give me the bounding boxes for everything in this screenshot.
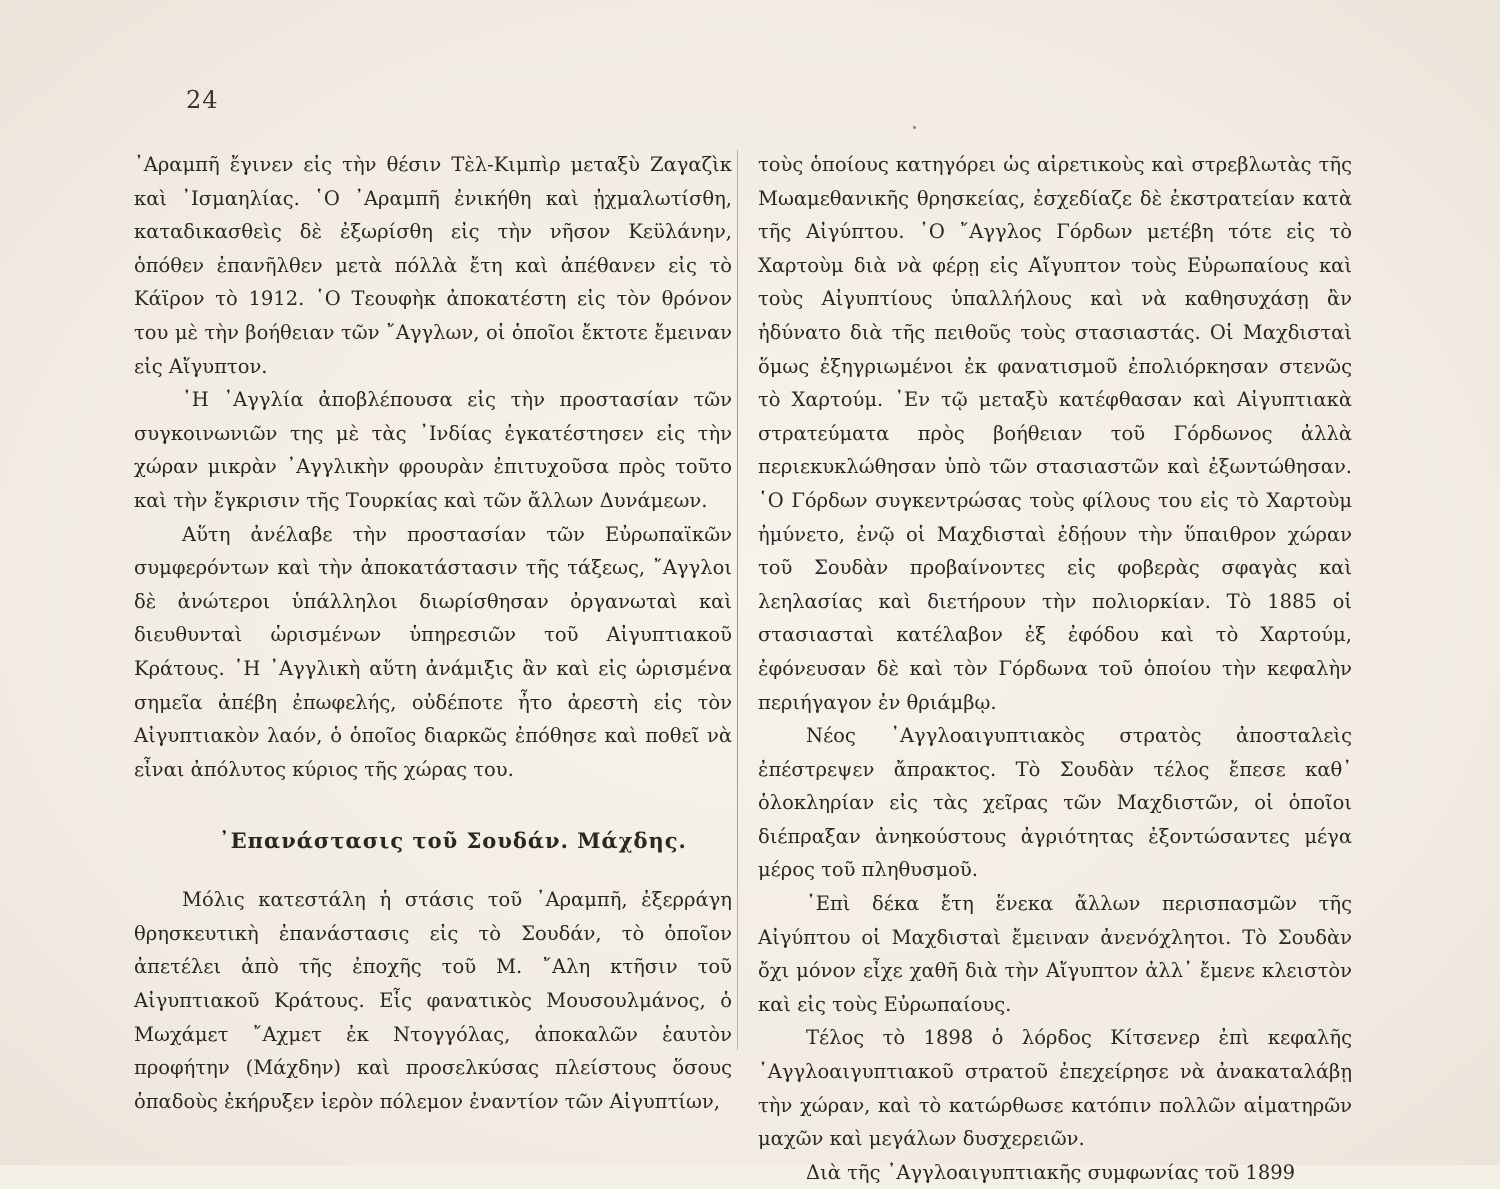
right-paragraph-4: Τέλος τὸ 1898 ὁ λόρδος Κίτσενερ ἐπὶ κεφαλῆς ᾿Αγγλοαιγυπτιακοῦ στρατοῦ ἐπεχείρησε νὰ ἀνακαταλάβῃ τὴν χώραν, καὶ τὸ κατώρθωσε κατόπιν πολλῶν αἱματηρῶν μαχῶν καὶ μεγάλων δυσχερειῶν.	[758, 1026, 1352, 1151]
left-paragraph-1: ᾿Αραμπῆ ἔγινεν εἰς τὴν θέσιν Τὲλ-Κιμπὶρ μεταξὺ Ζαγαζὶκ καὶ ᾿Ισμαηλίας. ῾Ο ᾿Αραμπῆ ἐνικήθη καὶ ᾐχμαλωτίσθη, καταδικασθεὶς δὲ ἐξωρίσθη εἰς τὴν νῆσον Κεϋλάνην, ὁπόθεν ἐπανῆλθεν μετὰ πόλλὰ ἔτη καὶ ἀπέθανεν εἰς τὸ Κάϊρον τὸ 1912. ῾Ο Τεουφὴκ ἀποκατέστη εἰς τὸν θρόνον του μὲ τὴν βοήθειαν τῶν ῎Αγγλων, οἱ ὁποῖοι ἔκτοτε ἔμειναν εἰς Αἴγυπτον.	[134, 153, 732, 378]
ink-speck	[913, 126, 916, 129]
right-paragraph-5: Διὰ τῆς ᾿Αγγλοαιγυπτιακῆς συμφωνίας τοῦ 1899	[806, 1160, 1296, 1184]
left-column	[134, 148, 732, 1118]
right-paragraph-1: τοὺς ὁποίους κατηγόρει ὡς αἱρετικοὺς καὶ στρεβλωτὰς τῆς Μωαμεθανικῆς θρησκείας, ἐσχεδίαζε δὲ ἐκστρατείαν κατὰ τῆς Αἰγύπτου. ῾Ο ῎Αγγλος Γόρδων μετέβη τότε εἰς τὸ Χαρτοὺμ διὰ νὰ φέρῃ εἰς Αἴγυπτον τοὺς Εὐρωπαίους καὶ τοὺς Αἰγυπτίους ὑπαλλήλους καὶ νὰ καθησυχάσῃ ἂν ἠδύνατο διὰ τῆς πειθοῦς τοὺς στασιαστάς. Οἱ Μαχδισταὶ ὅμως ἐξηγριωμένοι ἐκ φανατισμοῦ ἐπολιόρκησαν στενῶς τὸ Χαρτούμ. ᾿Εν τῷ μεταξὺ κατέφθασαν καὶ Αἰγυπτιακὰ στρατεύματα πρὸς βοήθειαν τοῦ Γόρδωνος ἀλλὰ περιεκυκλώθησαν ὑπὸ τῶν στασιαστῶν καὶ ἐξωντώθησαν. ῾Ο Γόρδων συγκεντρώσας τοὺς φίλους του εἰς τὸ Χαρτοὺμ ἠμύνετο, ἐνῷ οἱ Μαχδισταὶ ἐδῄουν τὴν ὕπαιθρον χώραν τοῦ Σουδὰν προβαίνοντες εἰς φοβερὰς σφαγὰς καὶ λεηλασίας καὶ διετήρουν τὴν πολιορκίαν. Τὸ 1885 οἱ στασιασταὶ κατέλαβον ἐξ ἐφόδου καὶ τὸ Χαρτούμ, ἐφόνευσαν δὲ καὶ τὸν Γόρδωνα τοῦ ὁποίου τὴν κεφαλὴν περιήγαγον ἐν θριάμβῳ.	[758, 153, 1352, 714]
column-divider	[737, 150, 738, 1050]
page-number: 24	[186, 86, 219, 114]
left-paragraph-4: Μόλις κατεστάλη ἡ στάσις τοῦ ᾿Αραμπῆ, ἐξερράγη θρησκευτικὴ ἐπανάστασις εἰς τὸ Σουδάν, τὸ ὁποῖον ἀπετέλει ἀπὸ τῆς ἐποχῆς τοῦ Μ. ῎Αλη κτῆσιν τοῦ Αἰγυπτιακοῦ Κράτους. Εἷς φανατικὸς Μουσουλμάνος, ὁ Μωχάμετ ῎Αχμετ ἐκ Ντογγόλας, ἀποκαλῶν ἑαυτὸν προφήτην (Μάχδην) καὶ προσελκύσας πλείστους ὅσους ὀπαδοὺς ἐκήρυξεν ἱερὸν πόλεμον ἐναντίον τῶν Αἰγυπτίων,	[134, 888, 732, 1113]
left-paragraph-3: Αὕτη ἀνέλαβε τὴν προστασίαν τῶν Εὐρωπαϊκῶν συμφερόντων καὶ τὴν ἀποκατάστασιν τῆς τάξεως, ῎Αγγλοι δὲ ἀνώτεροι ὑπάλληλοι διωρίσθησαν ὀργανωταὶ καὶ διευθυνταὶ ὡρισμένων ὑπηρεσιῶν τοῦ Αἰγυπτιακοῦ Κράτους. ῾Η ᾿Αγγλικὴ αὕτη ἀνάμιξις ἂν καὶ εἰς ὡρισμένα σημεῖα ἀπέβη ἐπωφελής, οὐδέποτε ἦτο ἀρεστὴ εἰς τὸν Αἰγυπτιακὸν λαόν, ὁ ὁποῖος διαρκῶς ἐπόθησε καὶ ποθεῖ νὰ εἶναι ἀπόλυτος κύριος τῆς χώρας του.	[134, 522, 732, 781]
right-paragraph-2: Νέος ᾿Αγγλοαιγυπτιακὸς στρατὸς ἀποσταλεὶς ἐπέστρεψεν ἄπρακτος. Τὸ Σουδὰν τέλος ἔπεσε καθ᾿ ὁλοκληρίαν εἰς τὰς χεῖρας τῶν Μαχδιστῶν, οἱ ὁποῖοι διέπραξαν ἀνηκούστους ἀγριότητας ἐξοντώσαντες μέγα μέρος τοῦ πληθυσμοῦ.	[758, 724, 1352, 882]
right-paragraph-3: ᾿Επὶ δέκα ἔτη ἕνεκα ἄλλων περισπασμῶν τῆς Αἰγύπτου οἱ Μαχδισταὶ ἔμειναν ἀνενόχλητοι. Τὸ Σουδὰν ὄχι μόνον εἶχε χαθῆ διὰ τὴν Αἴγυπτον ἀλλ᾿ ἔμενε κλειστὸν καὶ εἰς τοὺς Εὐρωπαίους.	[758, 892, 1352, 1016]
left-paragraph-2: ῾Η ᾿Αγγλία ἀποβλέπουσα εἰς τὴν προστασίαν τῶν συγκοινωνιῶν της μὲ τὰς ᾿Ινδίας ἐγκατέστησεν εἰς τὴν χώραν μικρὰν ᾿Αγγλικὴν φρουρὰν ἐπιτυχοῦσα πρὸς τοῦτο καὶ τὴν ἔγκρισιν τῆς Τουρκίας καὶ τῶν ἄλλων Δυνάμεων.	[134, 388, 732, 512]
section-heading: ᾿Επανάστασις τοῦ Σουδάν. Μάχδης.	[219, 828, 687, 854]
right-column	[758, 148, 1352, 1189]
